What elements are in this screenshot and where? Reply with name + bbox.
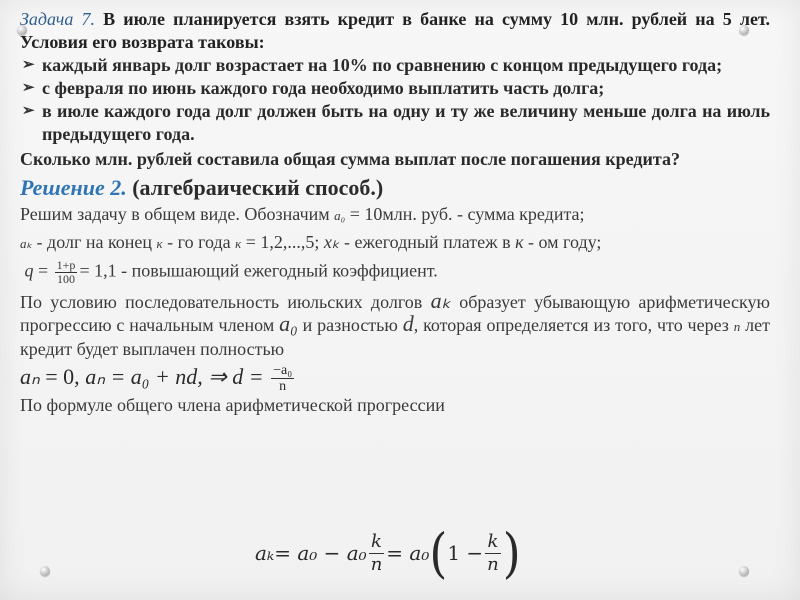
chevron-right-icon: ➢ [22,80,35,96]
text: - ежегодный платеж в [339,232,516,252]
general-term-formula [255,521,521,585]
var: aₖ [20,236,33,251]
decorative-bolt [40,566,50,576]
numerator: k [369,531,385,554]
condition-text: в июле каждого года долг должен быть на одну и ту же величину меньше долга на июль предыдущего года. [42,101,770,144]
text: = 10млн. руб. - сумма кредита; [345,204,585,224]
var: n [733,319,741,334]
fraction [369,531,385,576]
solution-paragraph-2: По формуле общего члена арифметической прогрессии [20,395,445,416]
decorative-bolt [739,566,749,576]
paren: ) [502,521,521,585]
text: = 1,1 - повышающий ежегодный коэффициент. [79,260,438,281]
numerator: k [485,531,501,554]
numerator: 1+p [56,258,76,272]
text: - долг на конец [32,232,157,252]
text: - го года [162,232,236,252]
expr: 1 − [447,541,484,565]
expr: = a₀ [386,541,430,565]
var: aₖ [430,288,451,313]
text: = 1,2,...,5; [241,232,324,252]
fraction [55,259,78,286]
var: xₖ [323,232,340,252]
var: a₀ [334,208,346,223]
task-label: Задача 7. [20,9,95,29]
chevron-right-icon: ➢ [22,57,35,73]
expr: aₙ = a₀ + nd, ⇒ d = [85,364,270,389]
solution-line-2 [20,231,770,255]
task-intro: В июле планируется взять кредит в банке на сумму 10 млн. рублей на 5 лет. Условия его возврата таковы: [20,9,770,52]
text: Решим задачу в общем виде. Обозначим [20,204,335,224]
solution-method: (алгебраический способ.) [126,175,384,200]
var: к [235,236,242,251]
denominator: n [279,379,287,395]
condition-text: каждый январь долг возрастает на 10% по сравнению с концом предыдущего года; [42,55,723,75]
conditions-list [20,54,770,146]
solution-line-1 [20,203,770,227]
fraction [271,363,294,394]
chevron-right-icon: ➢ [22,103,35,119]
paren: ( [429,521,448,585]
text: образует убывающую арифметическую прогрессию с начальным членом [20,292,770,335]
var: q [24,260,34,281]
denominator: 100 [57,272,76,286]
solution-title [20,173,770,203]
text: , которая определяется из того, что через [413,315,734,335]
denominator: n [370,553,383,575]
var: d [402,311,414,336]
var: aₙ [20,364,40,389]
slide-content [20,8,770,416]
var: к [156,236,163,251]
condition-text: с февраля по июнь каждого года необходимо выплатить часть долга; [42,78,605,98]
expr: aₖ= a₀ − a₀ [255,541,367,565]
numerator: −a₀ [273,363,293,379]
text: и разностью [297,315,403,335]
solution-label: Решение 2. [20,175,127,200]
text: лет кредит будет выплачен полностью [20,315,771,359]
denominator: n [487,553,499,575]
var: a₀ [279,311,298,336]
text: = [33,260,53,281]
task-question: Сколько млн. рублей составила общая сумма выплат после погашения кредита? [20,149,680,169]
condition-item [20,54,770,77]
fraction [485,531,501,576]
condition-item [20,100,770,146]
solution-paragraph-1 [20,290,770,360]
text: По условию последовательность июльских долгов [20,292,431,312]
var: к [515,232,524,252]
text: = 0, [39,364,86,389]
task-statement [20,8,770,54]
equation-difference [20,360,770,394]
text: - ом году; [523,232,602,252]
solution-line-q [20,259,770,286]
condition-item [20,77,770,100]
